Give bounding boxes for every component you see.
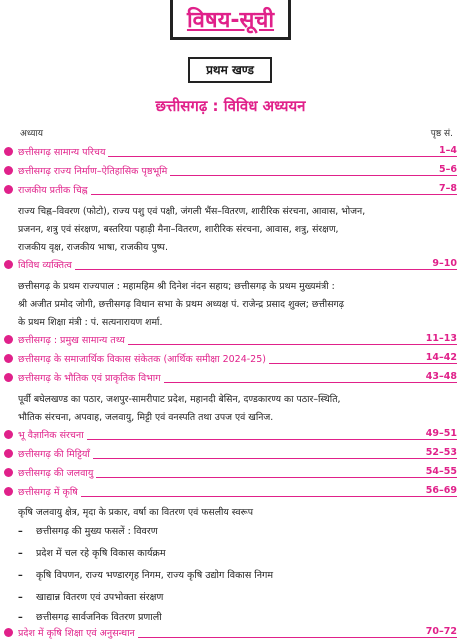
description-line: कृषि जलवायु क्षेत्र, मृदा के प्रकार, वर्षा का वितरण एवं फसलीय स्वरूप [18,507,254,518]
dash-icon: – [18,526,23,537]
toc-entry-label: राजकीय प्रतीक चिह्न [18,183,91,196]
sub-item-label: छत्तीसगढ़ सार्वजनिक वितरण प्रणाली [36,612,162,623]
bullet-icon [4,449,13,458]
dotted-leader [18,496,457,497]
bullet-icon [4,468,13,477]
sub-item-label: खाद्यान्न वितरण एवं उपभोक्ता संरक्षण [36,592,164,603]
toc-entry-pages: 9–10 [429,258,457,269]
toc-entry-pages: 5–6 [436,164,457,175]
title-area [0,0,461,40]
sub-item-label: कृषि विपणन, राज्य भण्डारगृह निगम, राज्य कृषि उद्योग विकास निगम [36,570,274,581]
toc-entry-label: छत्तीसगढ़ की मिट्टियाँ [18,447,93,460]
bullet-icon [4,628,13,637]
bullet-icon [4,185,13,194]
sub-item [18,610,162,623]
sub-item [18,524,158,537]
bullet-icon [4,335,13,344]
toc-entry[interactable] [4,145,457,158]
toc-entry-pages: 49–51 [423,428,457,439]
toc-entry[interactable] [4,466,457,479]
part-label: प्रथम खण्ड [188,57,272,83]
toc-entry-pages: 43–48 [423,371,457,382]
toc-entry-label: छत्तीसगढ़ के समाजार्थिक विकास संकेतक (आर्थिक समीक्षा 2024-25) [18,352,269,365]
toc-entry[interactable] [4,626,457,639]
toc-entry[interactable] [4,183,457,196]
toc-entry[interactable] [4,485,457,498]
toc-entry-pages: 56–69 [423,485,457,496]
section-heading: छत्तीसगढ़ : विविध अध्ययन [155,97,306,115]
description-line: प्रजनन, शत्रु एवं संरक्षण, बस्तरिया पहाड़ी मैना–वितरण, शारीरिक संरचना, आवास, शत्रु, संरक्षण, [18,224,339,235]
dash-icon: – [18,570,23,581]
dash-icon: – [18,592,23,603]
toc-entry-label: छत्तीसगढ़ के भौतिक एवं प्राकृतिक विभाग [18,371,164,384]
toc-entry-label: छत्तीसगढ़ : प्रमुख सामान्य तथ्य [18,333,128,346]
toc-entry-label: छत्तीसगढ़ सामान्य परिचय [18,145,108,158]
page-column-header: पृष्ठ सं. [430,129,453,139]
toc-entry-pages: 1–4 [436,145,457,156]
sub-item-label: छत्तीसगढ़ की मुख्य फसलें : विवरण [36,526,158,537]
toc-entry-label: छत्तीसगढ़ में कृषि [18,485,81,498]
bullet-icon [4,373,13,382]
bullet-icon [4,354,13,363]
toc-entry-label: छत्तीसगढ़ की जलवायु [18,466,96,479]
toc-entry-label: विविध व्यक्तित्व [18,258,75,271]
toc-entry-pages: 11–13 [423,333,457,344]
toc-entry[interactable] [4,447,457,460]
sub-item [18,590,163,603]
description-line: राज्य चिह्न–विवरण (फोटो), राज्य पशु एवं पक्षी, जंगली भैंस–वितरण, शारीरिक संरचना, आवास, भोजन, [18,206,366,217]
toc-entry[interactable] [4,258,457,271]
toc-entry[interactable] [4,333,457,346]
bullet-icon [4,430,13,439]
chapter-column-header: अध्याय [20,129,44,139]
description-line: राजकीय वृक्ष, राजकीय भाषा, राजकीय पुष्प. [18,242,168,253]
toc-entry-pages: 14–42 [423,352,457,363]
toc-entry-pages: 54–55 [423,466,457,477]
description-line: के प्रथम शिक्षा मंत्री : पं. सत्यनारायण शर्मा. [18,317,163,328]
description-line: पूर्वी बघेलखण्ड का पठार, जशपुर-सामरीपाट प्रदेश, महानदी बेसिन, दण्डकारण्य का पठार–स्थिति, [18,394,341,405]
description-line: श्री अजीत प्रमोद जोगी, छत्तीसगढ़ विधान सभा के प्रथम अध्यक्ष पं. राजेन्द्र प्रसाद शुक्ल; छत्तीसगढ़ [18,299,344,310]
sub-item-label: प्रदेश में चल रहे कृषि विकास कार्यक्रम [36,548,166,559]
toc-entry[interactable] [4,352,457,365]
bullet-icon [4,487,13,496]
toc-entry[interactable] [4,164,457,177]
toc-entry[interactable] [4,371,457,384]
toc-entry-pages: 52–53 [423,447,457,458]
dash-icon: – [18,548,23,559]
toc-entry-label: छत्तीसगढ़ राज्य निर्माण–ऐतिहासिक पृष्ठभूमि [18,164,170,177]
toc-entry-pages: 7–8 [436,183,457,194]
sub-item [18,546,166,559]
bullet-icon [4,260,13,269]
dotted-leader [18,269,457,270]
toc-entry-label: प्रदेश में कृषि शिक्षा एवं अनुसन्धान [18,626,138,639]
toc-entry[interactable] [4,428,457,441]
description-line: भौतिक संरचना, अपवाह, जलवायु, मिट्टी एवं वनस्पति तथा उपज एवं खनिज. [18,412,274,423]
toc-entry-label: भू वैज्ञानिक संरचना [18,428,87,441]
toc-entry-pages: 70–72 [423,626,457,637]
dash-icon: – [18,612,23,623]
bullet-icon [4,147,13,156]
bullet-icon [4,166,13,175]
sub-item [18,568,273,581]
page-title: विषय-सूची [170,0,291,40]
description-line: छत्तीसगढ़ के प्रथम राज्यपाल : महामहिम श्री दिनेश नंदन सहाय; छत्तीसगढ़ के प्रथम मुख्यमंत्री : [18,281,335,292]
